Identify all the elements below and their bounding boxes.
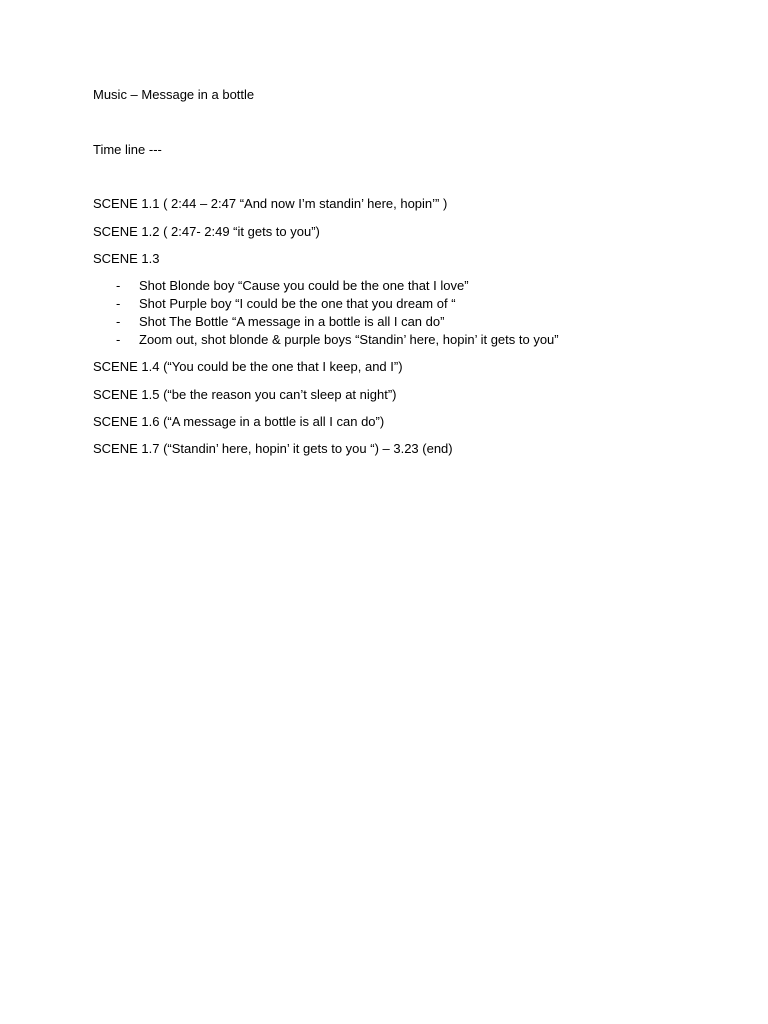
bullet-marker: - — [116, 296, 121, 311]
shot-list-item: Zoom out, shot blonde & purple boys “Standin’ here, hopin’ it gets to you” — [139, 332, 559, 347]
bullet-marker: - — [116, 314, 121, 329]
bullet-marker: - — [116, 278, 121, 293]
document-title: Music – Message in a bottle — [93, 87, 255, 102]
scene-1-5: SCENE 1.5 (“be the reason you can’t sleep at night”) — [93, 387, 397, 402]
scene-1-4: SCENE 1.4 (“You could be the one that I keep, and I”) — [93, 359, 403, 374]
shot-list-item: Shot Purple boy “I could be the one that you dream of “ — [139, 296, 456, 311]
timeline-heading: Time line --- — [93, 142, 162, 157]
bullet-marker: - — [116, 332, 121, 347]
scene-1-1: SCENE 1.1 ( 2:44 – 2:47 “And now I’m standin’ here, hopin’” ) — [93, 196, 448, 211]
shot-list-item: Shot Blonde boy “Cause you could be the one that I love” — [139, 278, 469, 293]
scene-1-2: SCENE 1.2 ( 2:47- 2:49 “it gets to you”) — [93, 224, 320, 239]
shot-list-item: Shot The Bottle “A message in a bottle is all I can do” — [139, 314, 445, 329]
scene-1-7: SCENE 1.7 (“Standin’ here, hopin’ it gets to you “) – 3.23 (end) — [93, 441, 453, 456]
scene-1-6: SCENE 1.6 (“A message in a bottle is all I can do”) — [93, 414, 385, 429]
scene-1-3: SCENE 1.3 — [93, 251, 160, 266]
